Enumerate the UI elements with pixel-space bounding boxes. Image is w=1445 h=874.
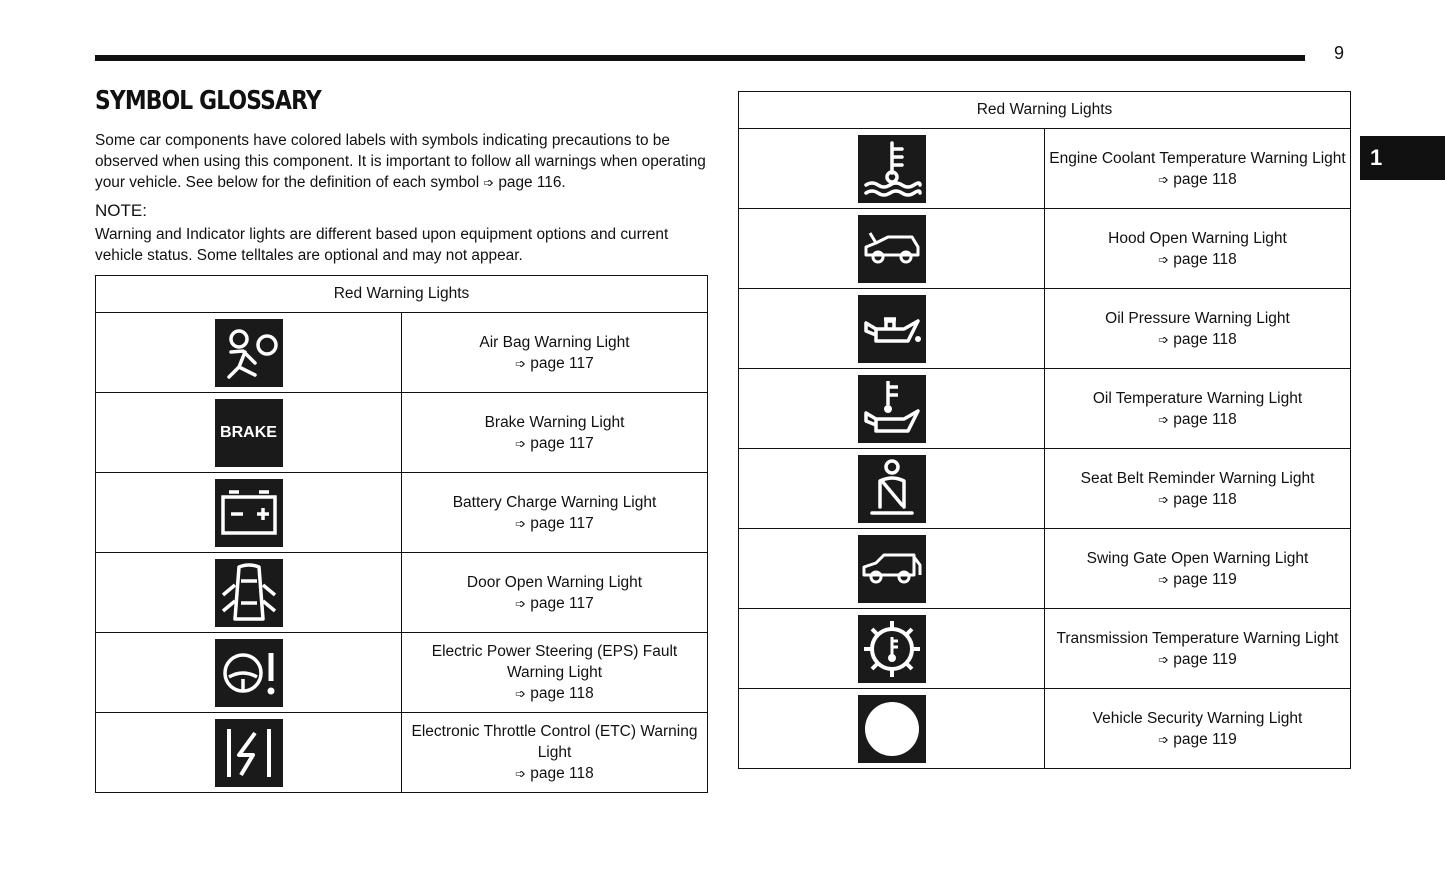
page-link[interactable] [1045,569,1350,590]
row-label: Engine Coolant Temperature Warning Light [1049,149,1346,167]
arrow-right-icon: ➩ [515,766,527,781]
table-row [739,689,1351,769]
arrow-right-icon: ➩ [1158,651,1170,667]
table-row [96,473,708,553]
arrow-right-icon: ➩ [515,515,527,531]
page-ref: page 118 [530,765,594,782]
brake-icon [215,399,283,467]
intro-page-ref: page 116. [498,174,566,191]
row-label: Vehicle Security Warning Light [1092,709,1303,727]
arrow-right-icon: ➩ [515,435,527,451]
page-ref: page 117 [530,514,594,532]
page-ref: page 118 [530,685,594,702]
intro-page-link[interactable] [483,174,565,191]
page-ref: page 119 [1173,650,1237,668]
row-label: Brake Warning Light [484,413,625,431]
page-link[interactable] [1045,489,1350,510]
page-link[interactable] [402,513,707,534]
row-label: Electronic Throttle Control (ETC) Warning Light [411,723,698,761]
page-link[interactable] [402,593,707,614]
table-row [739,529,1351,609]
page-ref: page 117 [530,594,594,612]
oil-temperature-icon [858,375,926,443]
right-warning-table [738,91,1351,769]
arrow-right-icon: ➩ [1158,491,1170,507]
left-warning-table [95,275,708,793]
brake-icon-label: BRAKE [220,423,277,441]
arrow-right-icon: ➩ [483,175,495,190]
row-label: Hood Open Warning Light [1108,229,1287,247]
page-link[interactable] [1045,169,1350,190]
page-link[interactable] [1045,409,1350,430]
arrow-right-icon: ➩ [1158,171,1170,187]
seat-belt-icon [858,455,926,523]
note-heading: NOTE: [95,201,147,220]
page-link[interactable] [402,433,707,454]
battery-icon [215,479,283,547]
top-rule [95,55,1305,61]
intro-text: Some car components have colored labels with symbols indicating precautions to be observed when using this component. It is important to follow all warnings when operating your vehicle. See below for the definition of each symbol [95,132,706,191]
page-ref: page 118 [1173,330,1237,348]
table-header: Red Warning Lights [739,92,1351,129]
page-ref: page 118 [1173,170,1237,188]
door-open-icon [215,559,283,627]
page-number: 9 [1334,43,1345,63]
row-label: Battery Charge Warning Light [452,493,657,511]
row-label: Transmission Temperature Warning Light [1056,629,1339,647]
page-ref: page 117 [530,354,594,372]
arrow-right-icon: ➩ [1158,251,1170,267]
air-bag-icon [215,319,283,387]
page-ref: page 119 [1173,570,1237,588]
row-label: Oil Pressure Warning Light [1105,309,1290,327]
table-header: Red Warning Lights [96,276,708,313]
row-label: Electric Power Steering (EPS) Fault Warning Light [431,643,678,681]
arrow-right-icon: ➩ [1158,411,1170,427]
table-row [739,289,1351,369]
steering-wheel-icon [215,639,283,707]
table-row [96,713,708,793]
table-row [739,449,1351,529]
arrow-right-icon: ➩ [1158,571,1170,587]
page-ref: page 118 [1173,410,1237,428]
chapter-tab[interactable]: 1 [1360,136,1445,180]
table-row [96,633,708,713]
transmission-temperature-icon [858,615,926,683]
page-link[interactable] [1045,649,1350,670]
row-label: Swing Gate Open Warning Light [1086,549,1309,567]
swing-gate-icon [858,535,926,603]
arrow-right-icon: ➩ [1158,331,1170,347]
table-row [96,393,708,473]
table-row [739,609,1351,689]
page-ref: page 118 [1173,490,1237,508]
throttle-control-icon [215,719,283,787]
vehicle-security-icon [858,695,926,763]
page-ref: page 117 [530,434,594,452]
page-title: SYMBOL GLOSSARY [95,86,321,116]
table-row [739,129,1351,209]
page-link[interactable] [1045,729,1350,750]
hood-open-icon [858,215,926,283]
page-link[interactable] [402,683,707,704]
row-label: Seat Belt Reminder Warning Light [1080,469,1315,487]
table-row [739,369,1351,449]
row-label: Door Open Warning Light [466,573,643,591]
row-label: Air Bag Warning Light [479,333,630,351]
table-row [96,313,708,393]
arrow-right-icon: ➩ [515,686,527,701]
intro-paragraph [95,130,715,193]
row-label: Oil Temperature Warning Light [1092,389,1303,407]
note-text: Warning and Indicator lights are different based upon equipment options and current vehicle status. Some telltales are optional and may not appear. [95,226,669,264]
arrow-right-icon: ➩ [1158,731,1170,747]
page-ref: page 119 [1173,730,1237,748]
page-link[interactable] [1045,329,1350,350]
page-link[interactable] [402,353,707,374]
oil-can-icon [858,295,926,363]
table-row [96,553,708,633]
page-ref: page 118 [1173,250,1237,268]
arrow-right-icon: ➩ [515,595,527,611]
arrow-right-icon: ➩ [515,355,527,371]
table-row [739,209,1351,289]
page-link[interactable] [402,763,707,784]
coolant-temperature-icon [858,135,926,203]
page-link[interactable] [1045,249,1350,270]
